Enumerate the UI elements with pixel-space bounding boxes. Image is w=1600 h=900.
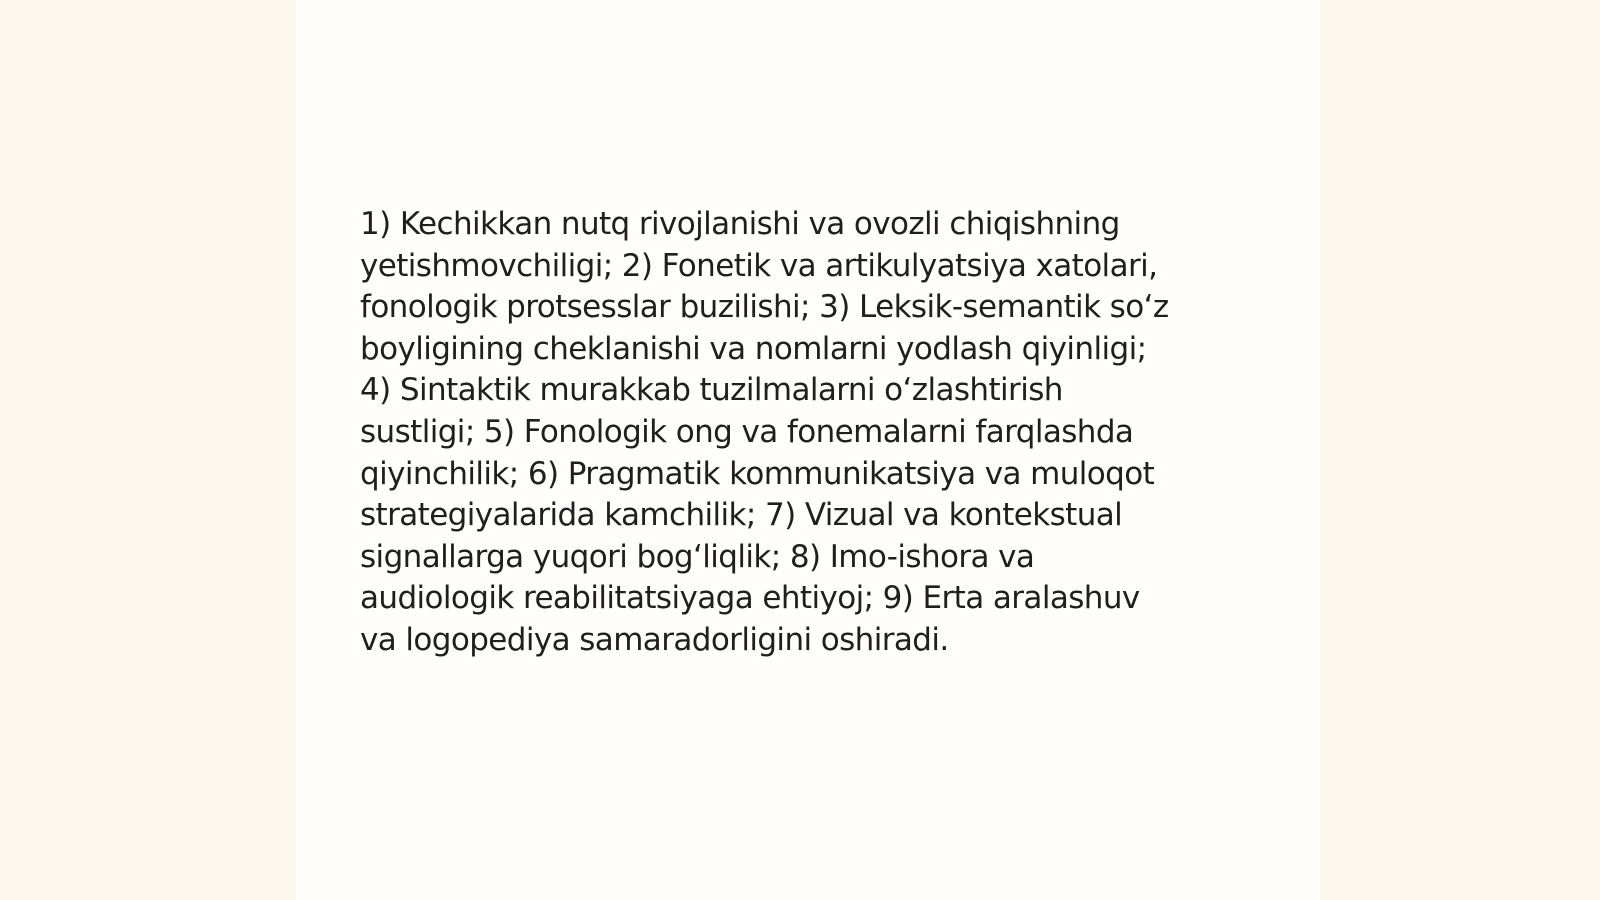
text-line: signallarga yuqori bog‘liqlik; 8) Imo-ishora va — [360, 538, 1035, 575]
text-line: audiologik reabilitatsiyaga ehtiyoj; 9) Erta aralashuv — [360, 580, 1140, 617]
text-line: va logopediya samaradorligini oshiradi. — [360, 621, 949, 658]
text-line: sustligi; 5) Fonologik ong va fonemalarni farqlashda — [360, 413, 1134, 450]
slide-body-text — [360, 204, 1240, 662]
text-line: fonologik protsesslar buzilishi; 3) Leksik-semantik so‘z — [360, 289, 1169, 326]
text-line: strategiyalarida kamchilik; 7) Vizual va kontekstual — [360, 497, 1123, 534]
text-line: yetishmovchiligi; 2) Fonetik va artikulyatsiya xatolari, — [360, 247, 1158, 284]
text-line: qiyinchilik; 6) Pragmatik kommunikatsiya va muloqot — [360, 455, 1155, 492]
slide-page — [296, 0, 1320, 900]
text-line: 4) Sintaktik murakkab tuzilmalarni o‘zlashtirish — [360, 372, 1063, 409]
text-line: 1) Kechikkan nutq rivojlanishi va ovozli chiqishning — [360, 206, 1120, 242]
text-line: boyligining cheklanishi va nomlarni yodlash qiyinligi; — [360, 330, 1147, 367]
